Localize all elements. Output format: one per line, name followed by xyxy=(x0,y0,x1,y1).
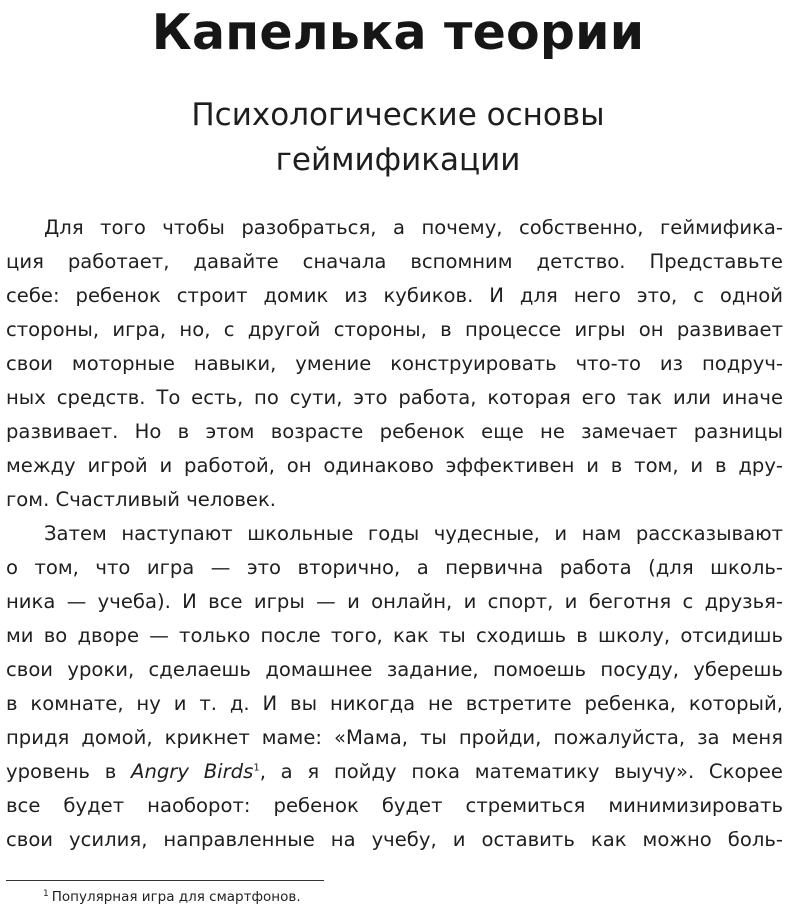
subtitle-line: геймификации xyxy=(275,142,521,178)
page-title: Капелька теории xyxy=(151,4,645,61)
paragraph-2 xyxy=(6,517,783,857)
text-line: в комнате, ну и т. д. И вы никогда не встретите ребенка, который, xyxy=(6,692,783,715)
section-subtitle xyxy=(0,93,796,183)
text-line: между игрой и работой, он одинаково эффективен и в том, и в дру- xyxy=(6,454,783,477)
footnote-text: Популярная игра для смартфонов. xyxy=(51,889,301,905)
text-line: развивает. Но в этом возрасте ребенок еще не замечает разницы xyxy=(6,420,783,443)
text-line: свои моторные навыки, умение конструировать что-то из подруч- xyxy=(6,352,783,375)
text-line: свои уроки, сделаешь домашнее задание, помоешь посуду, уберешь xyxy=(6,658,783,681)
footnote-divider xyxy=(6,880,324,881)
text-segment: уровень в xyxy=(6,760,132,783)
footnote-number: 1 xyxy=(43,888,49,899)
text-line: все будет наоборот: ребенок будет стремиться минимизировать xyxy=(6,794,783,817)
paragraph-1 xyxy=(6,211,783,517)
footnote-reference: 1 xyxy=(253,762,260,774)
footnote xyxy=(43,887,301,907)
subtitle-line: Психологические основы xyxy=(191,97,605,133)
text-line: придя домой, крикнет маме: «Мама, ты пройди, пожалуйста, за меня xyxy=(6,726,783,749)
text-line: Затем наступают школьные годы чудесные, и нам рассказывают xyxy=(44,522,783,545)
text-line: гом. Счастливый человек. xyxy=(6,488,277,511)
text-line: стороны, игра, но, с другой стороны, в процессе игры он развивает xyxy=(6,318,783,341)
text-line: ция работает, давайте сначала вспомним детство. Представьте xyxy=(6,250,783,273)
text-line: ми во дворе — только после того, как ты сходишь в школу, отсидишь xyxy=(6,624,783,647)
text-line: ника — учеба). И все игры — и онлайн, и спорт, и беготня с друзья- xyxy=(6,590,783,613)
game-title: Angry Birds xyxy=(131,760,254,783)
body-text xyxy=(6,211,783,857)
text-line: о том, что игра — это вторично, а первична работа (для школь- xyxy=(6,556,783,579)
text-line-with-footnote xyxy=(6,755,783,789)
text-line: себе: ребенок строит домик из кубиков. И для него это, с одной xyxy=(6,284,783,307)
text-line: ных средств. То есть, по сути, это работа, которая его так или иначе xyxy=(6,386,783,409)
text-segment: , а я пойду пока математику выучу». Скорее xyxy=(259,760,783,783)
text-line: свои усилия, направленные на учебу, и оставить как можно боль- xyxy=(6,828,783,851)
text-line: Для того чтобы разобраться, а почему, собственно, геймифика- xyxy=(44,216,783,239)
